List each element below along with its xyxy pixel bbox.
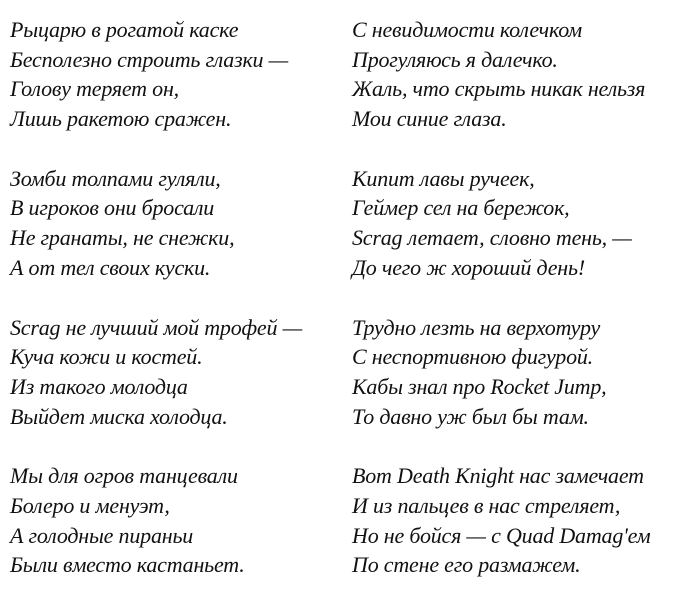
poem-line: Геймер сел на бережок, (352, 195, 570, 221)
poem-line: Вот Death Knight нас замечает (352, 463, 644, 489)
poem-line: Были вместо кастаньет. (10, 552, 245, 578)
poem-line: Болеро и менуэт, (10, 492, 170, 518)
poem-line: Жаль, что скрыть никак нельзя (352, 76, 646, 102)
poem-line: И из пальцев в нас стреляет, (352, 492, 621, 518)
poem-line: Куча кожи и костей. (10, 344, 203, 370)
poem-line: А от тел своих куски. (10, 254, 211, 280)
stanza (10, 15, 302, 134)
stanza (352, 15, 650, 134)
poem-line: С невидимости колечком (352, 17, 582, 42)
poem-line: Не гранаты, не снежки, (10, 225, 235, 251)
poem-line: До чего ж хороший день! (352, 254, 585, 280)
poem-line: Прогуляюсь я далечко. (352, 46, 558, 72)
stanza (352, 313, 650, 432)
poem-column-right (352, 15, 650, 610)
poem-line: В игроков они бросали (10, 195, 215, 221)
poem-line: Кипит лавы ручеек, (352, 165, 535, 191)
poem-line: Мы для огров танцевали (10, 463, 238, 489)
poem-line: По стене его размажем. (352, 552, 581, 578)
poem-line: Мои синие глаза. (352, 106, 507, 132)
poem-line: Бесполезно строить глазки — (10, 46, 289, 72)
poem-line: Голову теряет он, (10, 76, 179, 102)
poem-line: Из такого молодца (10, 373, 188, 399)
poem-line: Трудно лезть на верхотуру (352, 314, 601, 340)
poem-line: Зомби толпами гуляли, (10, 165, 221, 191)
stanza (10, 164, 302, 283)
stanza (10, 313, 302, 432)
poem-line: Лишь ракетою сражен. (10, 106, 232, 132)
poem-line: Scrag летает, словно тень, — (352, 225, 632, 251)
poem-line: Выйдет миска холодца. (10, 403, 228, 429)
stanza (10, 461, 302, 580)
stanza (352, 461, 650, 580)
poem-line: С неспортивною фигурой. (352, 344, 593, 370)
poem-line: Рыцарю в рогатой каске (10, 17, 239, 42)
poem-line: А голодные пираньи (10, 522, 194, 548)
poem-line: Но не бойся — с Quad Damag'ем (352, 522, 651, 548)
poem-line: Кабы знал про Rocket Jump, (352, 373, 607, 399)
poem-column-left (10, 15, 302, 610)
poem-line: То давно уж был бы там. (352, 403, 589, 429)
poem-line: Scrag не лучший мой трофей — (10, 314, 302, 340)
stanza (352, 164, 650, 283)
